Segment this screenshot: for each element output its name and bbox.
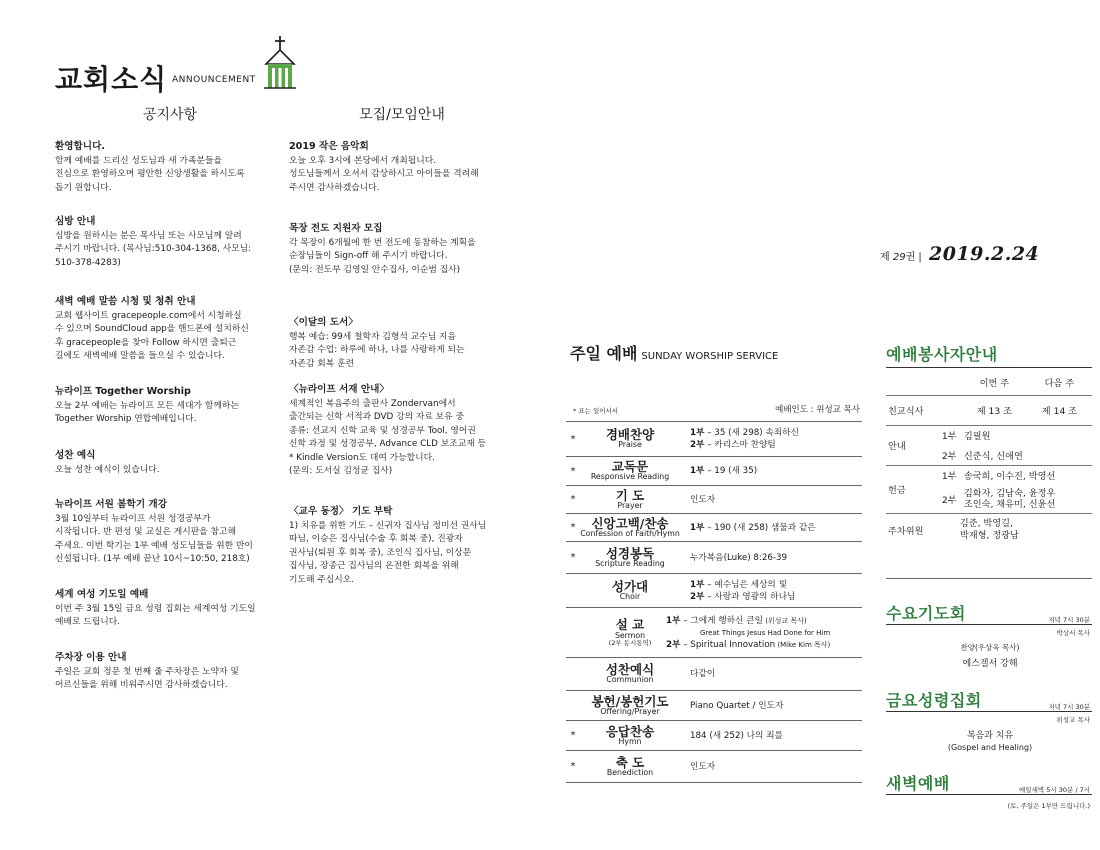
service-preacher: 박상서 목사 [1056, 629, 1090, 637]
content-text: – 그에게 행하신 큰일 [680, 615, 763, 626]
role-label: 헌금 [886, 465, 940, 513]
names: 김준, 박영길, 박재형, 정광남 [940, 513, 1092, 547]
volunteers-table [886, 369, 1092, 547]
part-label: 2부 [941, 494, 957, 506]
standing-note: * 표는 일어서서 [573, 407, 619, 415]
names: 신준식, 신애연 [963, 450, 1023, 462]
content-line [690, 668, 715, 680]
issue-suffix: 권 | [905, 252, 922, 263]
worship-title-en: SUNDAY WORSHIP SERVICE [641, 351, 779, 362]
service-line: 에스겔서 강해 [962, 659, 1018, 669]
notice-item [55, 649, 285, 693]
content-subtext: (위성교 목사) [762, 616, 807, 625]
order-item-content [680, 522, 816, 534]
order-item-content [680, 552, 787, 564]
content-text: – 190 (새 258) 샘물과 같은 [704, 522, 816, 533]
names: 김필원 [962, 425, 1092, 445]
content-line [690, 465, 757, 477]
notice-item [55, 293, 285, 364]
order-item-content [680, 668, 715, 680]
part-label: 1부 [690, 466, 705, 476]
service-time: 매일새벽 5시 30분 / 7시 [1019, 786, 1090, 794]
notice-item [55, 138, 285, 195]
page-subtitle: ANNOUNCEMENT [172, 75, 256, 85]
worship-title [570, 341, 778, 364]
content-line [666, 627, 830, 639]
order-row [566, 457, 862, 486]
content-line [690, 439, 799, 451]
order-row [566, 721, 862, 751]
standing-star: * [570, 465, 576, 477]
recruit-title: 〈교우 동정〉 기도 부탁 [289, 506, 393, 517]
issue-prefix: 제 [880, 252, 890, 263]
recruit-body: 1) 치유를 위한 기도 – 신귀자 집사님 정미선 권사님 따님, 이승은 집사님(수술 후 회복 중), 진광자 권사님(퇴원 후 회복 중), 조인식 집사님, 이상문 집사님, 장종근 집사님의 온전한 회복을 위해 기도해 주십시오. [289, 521, 487, 585]
order-item-en: Offering/Prayer [600, 706, 660, 716]
recruit-item [289, 381, 517, 478]
service-title: 새벽예배 [886, 774, 950, 793]
role-label: 안내 [886, 425, 940, 465]
notice-body: 심방을 원하시는 분은 목사님 또는 사모님께 알려 주시기 바랍니다. (목사님:510-304-1368, 사모님: 510-378-4283) [55, 231, 252, 268]
order-item-name [580, 489, 680, 510]
part-label: 1부 [940, 465, 962, 485]
notice-body: 주일은 교회 정문 첫 번째 줄 주차장은 노약자 및 어르신들을 위해 비워주시면 감사하겠습니다. [55, 667, 239, 691]
order-item-name [580, 547, 680, 568]
content-line [690, 522, 816, 534]
col-this-week: 이번 주 [979, 377, 1010, 389]
notice-title: 뉴라이프 서원 봄학기 개강 [55, 499, 167, 510]
content-line [690, 591, 795, 603]
notice-item [55, 447, 285, 477]
standing-star: * [570, 522, 576, 533]
order-row [566, 542, 862, 574]
notice-title: 심방 안내 [55, 216, 96, 227]
order-item-name [580, 695, 680, 716]
order-item-content [680, 427, 799, 451]
content-text: – 19 (새 35) [704, 466, 758, 476]
recruit-body: 각 목장이 6개월에 한 번 전도에 동참하는 계획을 순장님들이 Sign-off 해 주시기 바랍니다. (문의: 전도부 김영일 안수집사, 이순범 집사) [289, 238, 476, 275]
content-line [666, 615, 830, 627]
service-line: 찬양(우상욱 목사) [960, 643, 1020, 652]
content-line [690, 427, 799, 439]
order-item-content [666, 615, 830, 651]
part-label: 2부 [941, 450, 957, 462]
order-row [566, 486, 862, 514]
content-text: 다같이 [690, 669, 716, 679]
role-label: 친교식사 [886, 395, 940, 425]
order-item-en: Confession of Faith/Hymn [580, 528, 680, 538]
content-subtext: (Mike Kim 목사) [775, 640, 831, 649]
worship-title-ko: 주일 예배 [570, 344, 638, 363]
order-item-ko: 응답찬송 [605, 723, 655, 739]
order-item-name [580, 615, 681, 647]
service-title: 금요성령집회 [886, 691, 982, 710]
service-note: (토, 주일은 1부만 드립니다.) [1007, 802, 1090, 810]
recruit-item [289, 314, 517, 371]
order-item-en: Benediction [606, 767, 654, 777]
order-item-content [680, 761, 715, 773]
order-item-name [580, 460, 680, 481]
issue-date: 2019.2.24 [929, 243, 1040, 265]
part-label: 2부 [690, 440, 705, 450]
part-label: 2부 [690, 591, 705, 602]
order-item-name [580, 580, 680, 601]
standing-star: * [570, 730, 576, 741]
order-item-note: (2부 동시통역) [608, 638, 652, 647]
notice-title: 뉴라이프 Together Worship [55, 386, 191, 397]
order-row [566, 691, 862, 721]
issue-number: 29 [892, 252, 906, 263]
order-item-content [680, 730, 783, 742]
content-text: – 사랑과 영광의 하나님 [704, 591, 796, 602]
notice-title: 환영합니다. [55, 141, 105, 152]
order-item-name [580, 428, 680, 449]
issue-info [880, 243, 1039, 265]
notice-body: 함께 예배를 드리신 성도님과 새 가족분들을 진심으로 환영하오며 평안한 신앙생활을 하시도록 돕기 원합니다. [55, 156, 245, 193]
order-row [566, 751, 862, 783]
standing-star: * [570, 761, 576, 772]
content-text: 인도자 [690, 494, 716, 505]
content-text: – 35 (새 298) 속죄하신 [704, 428, 799, 438]
next-week-value: 제 14 조 [1027, 395, 1092, 425]
content-line [690, 579, 795, 591]
order-item-content [680, 465, 757, 477]
notice-item [55, 383, 285, 427]
content-text: 184 (새 252) 나의 죄를 [690, 730, 783, 741]
part-label: 1부 [690, 579, 705, 590]
volunteers-title: 예배봉사자안내 [886, 345, 998, 364]
service-line: (Gospel and Healing) [947, 743, 1033, 752]
recruit-item [289, 138, 517, 195]
part-label: 1부 [690, 428, 705, 438]
content-line [690, 761, 715, 773]
recruit-item [289, 220, 517, 277]
service-preacher: 위성교 목사 [1056, 716, 1090, 724]
standing-star: * [570, 494, 576, 505]
worship-leader: 예배인도 : 위성교 목사 [775, 405, 860, 415]
notice-body: 오늘 성찬 예식이 있습니다. [55, 465, 160, 475]
content-text: – Spiritual Innovation [680, 639, 776, 650]
order-item-en: Hymn [618, 736, 642, 746]
recruit-body: 오늘 오후 3시에 본당에서 개최됩니다. 성도님들께서 오셔서 감상하시고 아이들을 격려해 주시면 감사하겠습니다. [289, 156, 479, 193]
content-line [690, 552, 787, 564]
names: 김화자, 김남숙, 윤정우 조인숙, 채유미, 신윤선 [963, 487, 1056, 510]
notice-body: 3월 10일부터 뉴라이프 서원 성경공부가 시작됩니다. 반 편성 및 교실은 게시판을 참고해 주세요. 이번 학기는 1부 예배 성도님들을 위한 반이 신설됩니다. (1부 예배 끝난 10시~10:50, 218호) [55, 514, 253, 565]
order-item-content [680, 579, 795, 603]
notice-title: 세계 여성 기도일 예배 [55, 589, 149, 600]
this-week-value: 제 13 조 [962, 395, 1027, 425]
notice-body: 교회 웹사이트 gracepeople.com에서 시청하실 수 있으며 SoundCloud app을 핸드폰에 설치하신 후 gracepeople을 찾아 Follow 하시면 출퇴근 길에도 새벽예배 말씀을 들으실 수 있습니다. [55, 311, 249, 362]
part-label: 1부 [690, 522, 705, 533]
content-text: – 카리스마 찬양팀 [704, 440, 776, 450]
content-subtext: Great Things Jesus Had Done for Him [700, 628, 831, 637]
order-item-ko: 기 도 [615, 487, 645, 503]
recruit-heading: 모집/모임안내 [359, 107, 445, 123]
notice-title: 새벽 예배 말씀 시청 및 청취 안내 [55, 296, 196, 307]
notices-heading: 공지사항 [142, 107, 198, 123]
order-item-ko: 봉헌/봉헌기도 [591, 693, 669, 709]
content-text: – 예수님은 세상의 빛 [704, 579, 787, 590]
service-line: 복음과 치유 [966, 731, 1014, 741]
order-item-en: Prayer [617, 500, 643, 510]
standing-star: * [570, 433, 576, 445]
content-line [690, 730, 783, 742]
content-text: Piano Quartet / 인도자 [690, 700, 784, 711]
order-item-content [680, 494, 715, 506]
page-title: 교회소식 [55, 63, 168, 96]
order-item-ko: 축 도 [615, 754, 645, 770]
order-row [566, 608, 862, 658]
service-time: 저녁 7시 30분 [1048, 616, 1090, 624]
order-item-ko: 설 교 [615, 617, 645, 633]
order-item-en: Responsive Reading [590, 472, 670, 482]
recruit-title: 〈이달의 도서〉 [289, 317, 358, 328]
order-item-name [580, 725, 680, 746]
notice-item [55, 213, 285, 270]
content-line [690, 700, 783, 712]
order-item-en: Choir [619, 591, 641, 601]
order-row [566, 658, 862, 691]
order-item-en: Communion [606, 675, 654, 685]
notice-body: 오늘 2부 예배는 뉴라이프 모든 세대가 함께하는 Together Worship 연합예배입니다. [55, 401, 239, 425]
col-next-week: 다음 주 [1044, 377, 1075, 389]
recruit-body: 행복 예습: 99세 철학자 김형석 교수님 지음 자존감 수업: 하루에 하나, 나를 사랑하게 되는 자존감 회복 훈련 [289, 332, 465, 369]
service-title: 수요기도회 [886, 604, 966, 623]
order-item-ko: 성경봉독 [605, 545, 655, 561]
notice-body: 이번 주 3월 15일 금요 성령 집회는 세계여성 기도일 예배로 드립니다. [55, 604, 256, 628]
church-icon [262, 36, 298, 90]
recruit-title: 〈뉴라이프 서재 안내〉 [289, 384, 390, 395]
order-item-ko: 성찬예식 [605, 662, 655, 678]
notice-title: 주차장 이용 안내 [55, 652, 127, 663]
recruit-item [289, 503, 517, 587]
content-line [690, 494, 715, 506]
order-item-name [580, 756, 680, 777]
notice-item [55, 496, 285, 567]
order-item-ko: 경배찬양 [605, 427, 655, 443]
part-label: 1부 [940, 425, 962, 445]
standing-star: * [570, 552, 576, 563]
order-item-en: Scripture Reading [595, 558, 665, 568]
content-text: 인도자 [690, 761, 716, 772]
order-of-worship [566, 421, 862, 783]
names: 송국희, 이수진, 박영선 [962, 465, 1092, 485]
order-row [566, 574, 862, 608]
notice-item [55, 586, 285, 630]
content-text: 누가복음(Luke) 8:26-39 [690, 552, 788, 563]
recruit-title: 2019 작은 음악회 [289, 141, 369, 152]
role-label: 주차위원 [886, 513, 940, 547]
order-item-content [680, 700, 783, 712]
order-item-en: Sermon [614, 630, 646, 640]
order-item-en: Praise [618, 440, 642, 450]
content-line [666, 639, 830, 651]
order-row [566, 421, 862, 457]
part-label: 1부 [666, 615, 681, 626]
part-label: 2부 [666, 639, 681, 650]
order-item-name [580, 663, 680, 684]
order-item-ko: 성가대 [611, 578, 649, 594]
order-row [566, 514, 862, 542]
recruit-title: 목장 전도 지원자 모집 [289, 223, 383, 234]
order-item-name [580, 517, 680, 538]
service-time: 저녁 7시 30분 [1048, 703, 1090, 711]
order-item-ko: 신앙고백/찬송 [591, 515, 669, 531]
recruit-body: 세계적인 복음주의 출판사 Zondervan에서 출간되는 신학 서적과 DVD 강의 자료 보유 중 종류: 선교지 신학 교육 및 성경공부 Tool, 영어권 신학 과정 및 성경공부, Advance CLD 보조교재 등 * Kindle Version도 대여 가능합니다. (문의: 도서실 김성균 집사) [289, 399, 487, 477]
notice-title: 성찬 예식 [55, 450, 96, 461]
order-item-ko: 교독문 [611, 459, 649, 475]
